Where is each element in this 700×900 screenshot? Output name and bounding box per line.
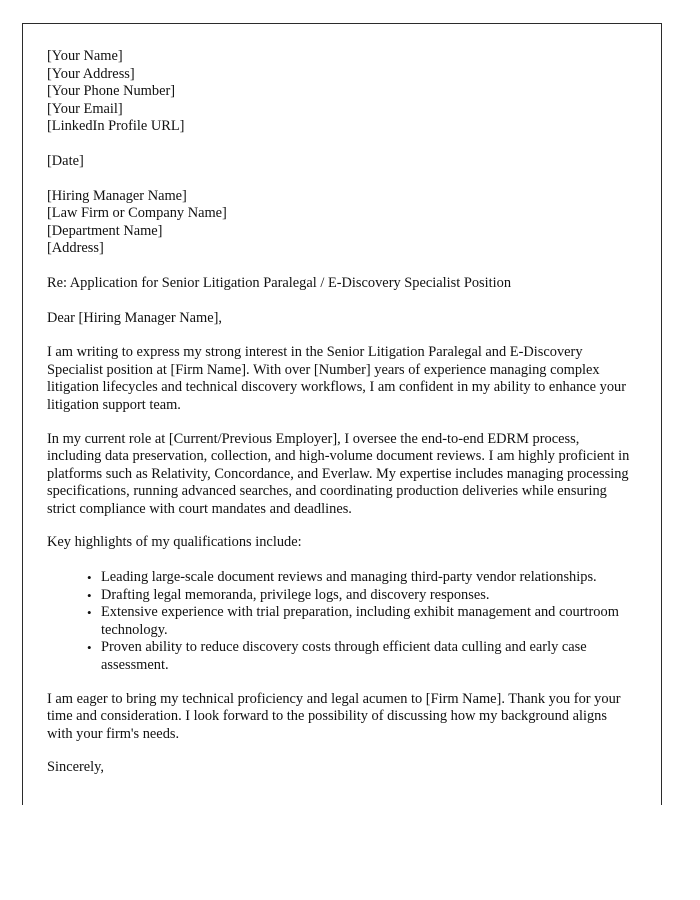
sender-email: [Your Email] — [47, 100, 123, 117]
sender-name: [Your Name] — [47, 48, 123, 64]
sender-phone: [Your Phone Number] — [47, 83, 176, 100]
recipient-manager-name: [Hiring Manager Name] — [47, 187, 187, 204]
recipient-company: [Law Firm or Company Name] — [47, 205, 227, 222]
sender-address: [Your Address] — [47, 65, 135, 82]
body-paragraph-1: I am writing to express my strong interest in the Senior Litigation Paralegal and E-Discovery Specialist position at [Firm Name]. With over [Number] years of experience managing complex litigation lifecycles and technical discovery workflows, I am confident in my ability to enhance your litigation support team. — [47, 344, 627, 413]
salutation: Dear [Hiring Manager Name], — [47, 309, 223, 326]
recipient-address-block — [47, 188, 631, 258]
qualifications-list — [47, 569, 631, 675]
sender-linkedin: [LinkedIn Profile URL] — [47, 118, 185, 135]
sender-address-block — [47, 48, 631, 136]
body-paragraph-2: In my current role at [Current/Previous Employer], I oversee the end-to-end EDRM process, including data preservation, collection, and high-volume document reviews. I am highly proficient in platforms such as Relativity, Concordance, and Everlaw. My expertise includes managing processing specifications, running advanced searches, and coordinating production deliveries while ensuring strict compliance with court mandates and deadlines. — [47, 430, 630, 517]
date-line: [Date] — [47, 152, 84, 169]
sign-off: Sincerely, — [47, 759, 105, 776]
document-page — [22, 23, 662, 805]
closing-paragraph: I am eager to bring my technical proficiency and legal acumen to [Firm Name]. Thank you for your time and consideration. I look forward to the possibility of discussing how my background aligns with your firm's needs. — [47, 690, 621, 742]
recipient-address: [Address] — [47, 240, 104, 257]
list-item: • Leading large-scale document reviews and managing third-party vendor relationships. — [87, 569, 631, 587]
list-item: • Proven ability to reduce discovery costs through efficient data culling and early case assessment. — [87, 639, 631, 674]
recipient-department: [Department Name] — [47, 222, 163, 239]
list-item: • Drafting legal memoranda, privilege logs, and discovery responses. — [87, 587, 631, 605]
list-item: • Extensive experience with trial preparation, including exhibit management and courtroom technology. — [87, 604, 631, 639]
highlights-intro: Key highlights of my qualifications include: — [47, 534, 302, 551]
subject-line: Re: Application for Senior Litigation Paralegal / E-Discovery Specialist Position — [47, 274, 512, 291]
letter-content — [23, 24, 661, 777]
